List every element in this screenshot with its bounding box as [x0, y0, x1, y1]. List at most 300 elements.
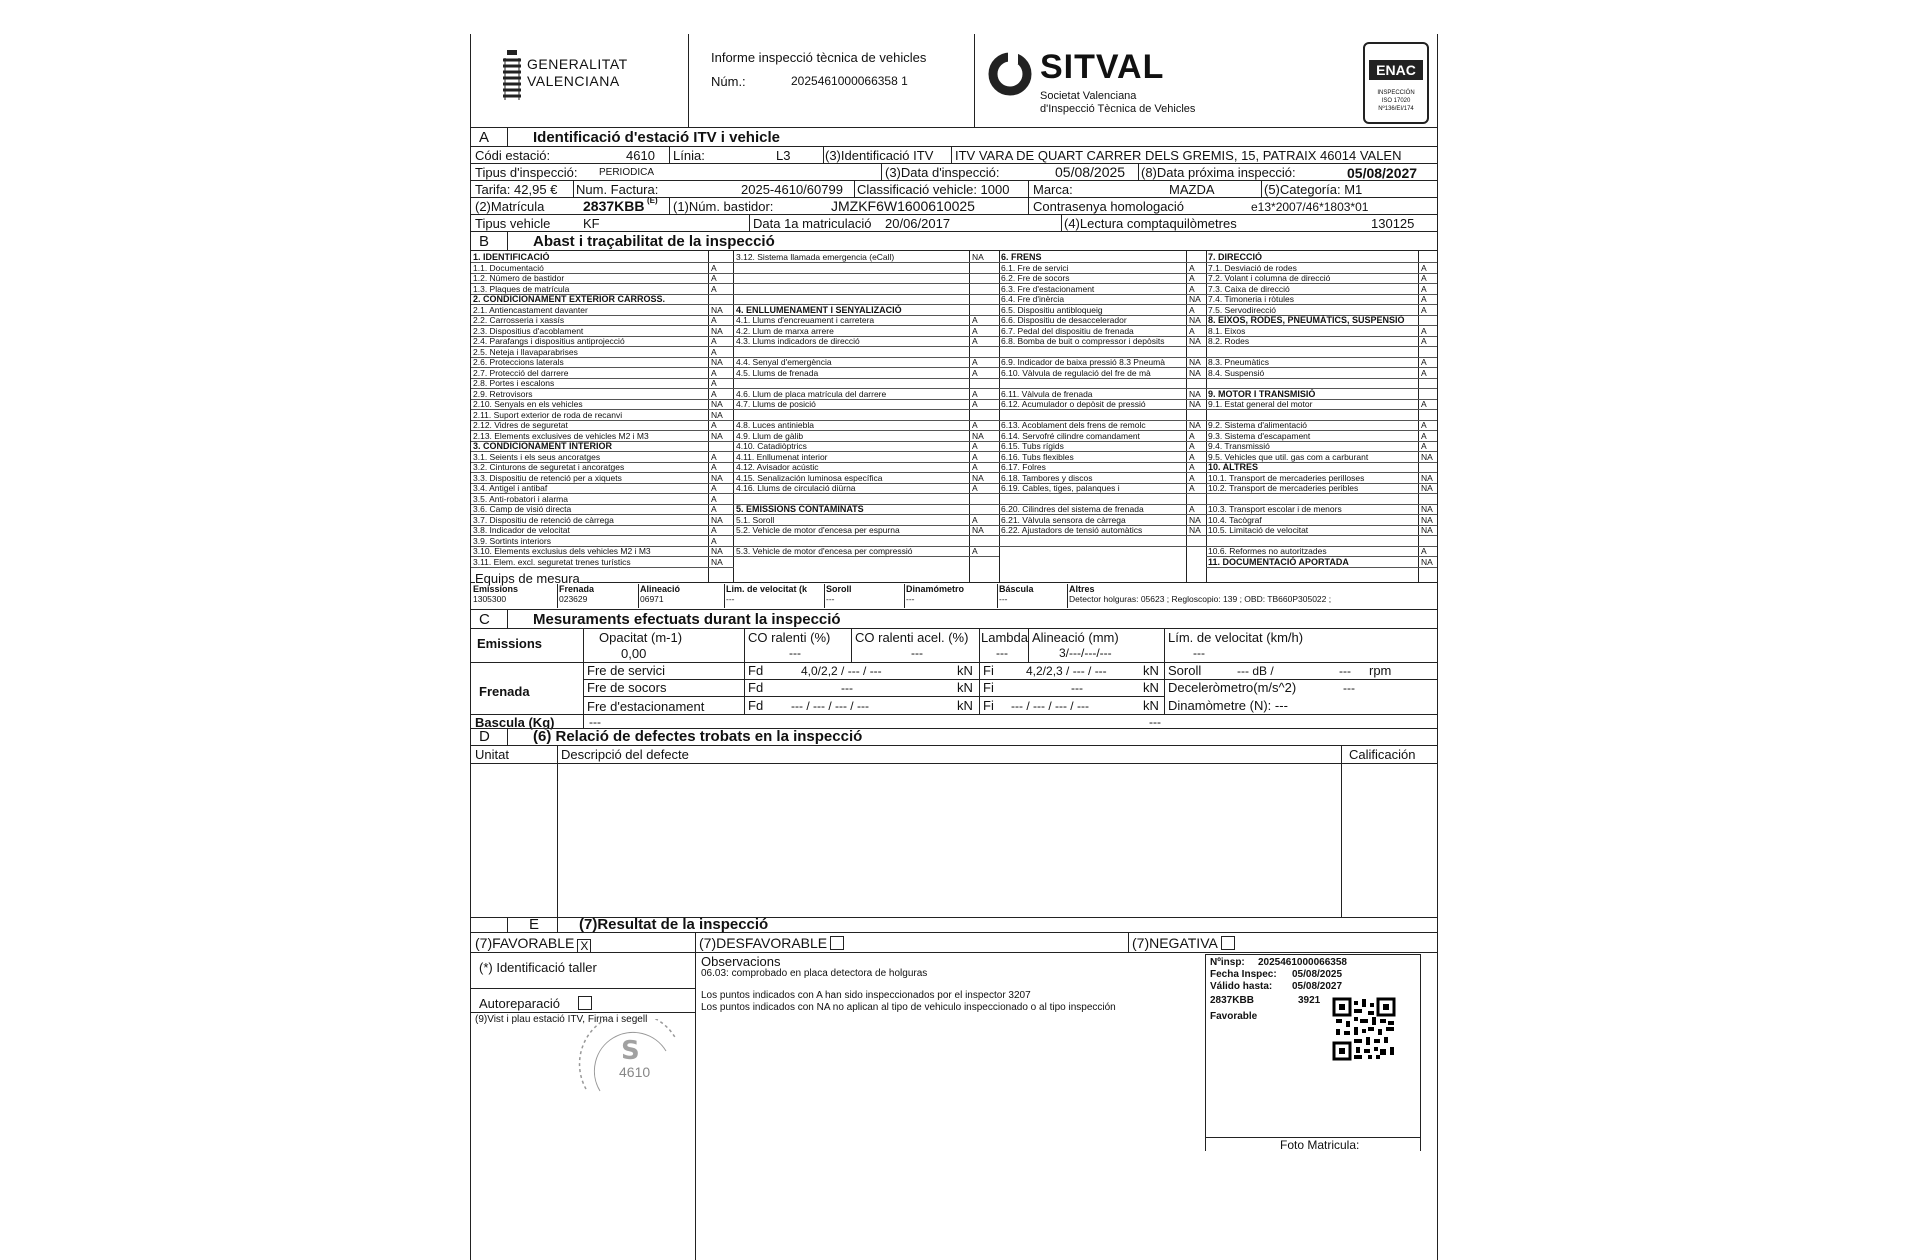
- checklist-item-value: A: [1421, 273, 1427, 283]
- checklist-item-label: 9. MOTOR I TRANSMISIÓ: [1208, 389, 1316, 399]
- checklist-item-label: 2.4. Parafangs i dispositius antiprojecció: [473, 336, 625, 346]
- bascula-value-2: ---: [1149, 715, 1161, 729]
- checklist-divider: [733, 250, 734, 582]
- checklist-item-value: A: [711, 284, 717, 294]
- favorable-label: (7)FAVORABLE: [475, 935, 575, 951]
- report-num-label: Núm.:: [711, 74, 746, 89]
- equip-divider: [997, 584, 998, 608]
- checklist-item-value: A: [711, 525, 717, 535]
- stamp-number: 4610: [619, 1064, 651, 1080]
- rpm-label: rpm: [1369, 663, 1392, 678]
- checklist-item-label: 8. EIXOS, RODES, PNEUMÀTICS, SUSPENSIÓ: [1208, 315, 1405, 325]
- checklist-item-label: 9.1. Estat general del motor: [1208, 399, 1313, 409]
- checklist-item-value: A: [972, 389, 978, 399]
- checklist-item-value: A: [972, 368, 978, 378]
- checklist-item-value: NA: [1421, 515, 1433, 525]
- observacio-1: 06.03: comprobado en placa detectora de holguras: [701, 968, 928, 979]
- checklist-item-label: 3.11. Elem. excl. seguretat trenes turístics: [473, 557, 631, 567]
- checklist-item-value: A: [711, 462, 717, 472]
- checklist-item-value: NA: [1421, 525, 1433, 535]
- data-proxima-value: 05/08/2027: [1347, 165, 1418, 181]
- checklist-item-value: A: [1421, 284, 1427, 294]
- generalitat-logo: [501, 46, 631, 106]
- checklist-item-value: A: [1421, 431, 1427, 441]
- checklist-divider: [1186, 250, 1187, 582]
- equip-header: Soroll: [826, 584, 852, 594]
- checklist-item-value: A: [711, 336, 717, 346]
- checklist-item-label: 2.13. Elements exclusives de vehicles M2 i M3: [473, 431, 649, 441]
- equip-value: ---: [826, 594, 835, 604]
- lectura-label: (4)Lectura comptaquilòmetres: [1064, 216, 1237, 231]
- co-acel-value: ---: [911, 646, 923, 660]
- generalitat-line1: GENERALITAT: [527, 56, 628, 72]
- checklist-item-label: 2.2. Carrosseria i xassís: [473, 315, 565, 325]
- equip-header: Lim. de velocitat (k: [726, 584, 808, 594]
- checklist-item-label: 4.2. Llum de marxa arrere: [736, 326, 834, 336]
- fi-label-1: Fi: [983, 663, 994, 678]
- calificacion-header: Calificación: [1349, 747, 1416, 762]
- checklist-item-label: 7.5. Servodirecció: [1208, 305, 1277, 315]
- checklist-divider: [1206, 250, 1207, 582]
- matricula-sup: (E): [647, 196, 658, 205]
- checklist-item-label: 6.2. Fre de socors: [1001, 273, 1070, 283]
- fre-socors-label: Fre de socors: [587, 680, 667, 695]
- checklist-row-line: [734, 273, 999, 274]
- decelerometro-value: ---: [1343, 681, 1355, 695]
- codi-estacio-value: 4610: [626, 148, 655, 163]
- fd-label-2: Fd: [748, 680, 764, 695]
- checklist-row-line: [734, 409, 999, 410]
- equip-divider: [638, 584, 639, 608]
- tipus-vehicle-label: Tipus vehicle: [475, 216, 551, 231]
- opacitat-label: Opacitat (m-1): [599, 630, 683, 645]
- equip-value: Detector holguras: 05623 ; Regloscopio: 139 ; OBD: TB660P305022 ;: [1069, 594, 1332, 604]
- checklist-item-value: NA: [1189, 336, 1201, 346]
- checklist-item-label: 3.9. Sortints interiors: [473, 536, 551, 546]
- checklist-item-label: 2.10. Senyals en els vehicles: [473, 399, 583, 409]
- checklist-item-value: NA: [1189, 357, 1201, 367]
- bastidor-value: JMZKF6W1600610025: [831, 198, 975, 214]
- badge-favorable: Favorable: [1210, 1011, 1258, 1022]
- bascula-label: Bascula (Kg): [475, 715, 555, 730]
- checklist-item-value: A: [972, 420, 978, 430]
- kn-label-1: kN: [957, 663, 973, 678]
- favorable-checkbox[interactable]: X: [577, 939, 591, 953]
- badge-valido-value: 05/08/2027: [1292, 981, 1343, 992]
- checklist-item-label: 9.2. Sistema d'alimentació: [1208, 420, 1307, 430]
- checklist-item-label: 6.21. Vàlvula sensora de càrrega: [1001, 515, 1126, 525]
- checklist-item-label: 6.15. Tubs rígids: [1001, 441, 1064, 451]
- checklist-item-label: 6.7. Pedal del dispositiu de frenada: [1001, 326, 1134, 336]
- fd-label-3: Fd: [748, 698, 764, 713]
- checklist-row-line: [734, 535, 999, 536]
- kn-label-3: kN: [957, 698, 973, 713]
- checklist-item-label: 4.15. Senalización luminosa específica: [736, 473, 883, 483]
- marca-value: MAZDA: [1169, 182, 1215, 197]
- checklist-item-value: A: [711, 378, 717, 388]
- section-a-letter: A: [479, 129, 490, 146]
- checklist-item-label: 10.5. Limitació de velocitat: [1208, 525, 1309, 535]
- fd-value-3: --- / --- / --- / ---: [791, 699, 869, 713]
- checklist-item-label: 3.3. Dispositiu de retenció per a xiquets: [473, 473, 622, 483]
- linia-label: Línia:: [673, 148, 705, 163]
- checklist-item-label: 1.1. Documentació: [473, 263, 544, 273]
- homologacio-value: e13*2007/46*1803*01: [1251, 200, 1369, 214]
- checklist-item-value: A: [972, 357, 978, 367]
- equip-header: Báscula: [999, 584, 1034, 594]
- enac-wordmark: ENAC: [1369, 60, 1423, 80]
- checklist-item-label: 10.4. Tacògraf: [1208, 515, 1262, 525]
- checklist-item-label: 2.5. Neteja i llavaparabrises: [473, 347, 578, 357]
- equip-value: ---: [906, 594, 915, 604]
- badge-valido-label: Válido hasta:: [1210, 981, 1273, 992]
- checklist-item-label: 1. IDENTIFICACIÓ: [473, 252, 550, 262]
- checklist-item-label: 6.20. Cilindres del sistema de frenada: [1001, 504, 1144, 514]
- equip-header: Alineació: [640, 584, 681, 594]
- checklist-item-value: A: [972, 441, 978, 451]
- checklist-item-label: 3.12. Sistema llamada emergencia (eCall): [736, 252, 895, 262]
- unitat-header: Unitat: [475, 747, 509, 762]
- checklist-item-label: 4.6. Llum de placa matrícula del darrere: [736, 389, 887, 399]
- checklist-item-value: A: [1189, 273, 1195, 283]
- checklist-item-value: A: [711, 263, 717, 273]
- equip-divider: [1067, 584, 1068, 608]
- checklist-item-value: NA: [1421, 483, 1433, 493]
- data-proxima-label: (8)Data próxima inspecció:: [1141, 165, 1296, 180]
- section-b-letter: B: [479, 233, 490, 250]
- desfavorable-label: (7)DESFAVORABLE: [699, 935, 828, 951]
- checklist-item-value: A: [711, 483, 717, 493]
- co-ralenti-value: ---: [789, 646, 801, 660]
- equip-header: Dinamómetro: [906, 584, 965, 594]
- checklist-item-label: 6.11. Vàlvula de frenada: [1001, 389, 1093, 399]
- fi-label-3: Fi: [983, 698, 994, 713]
- descripcio-header: Descripció del defecte: [561, 747, 689, 762]
- checklist-row-line: [471, 567, 734, 568]
- soroll-value: --- dB /: [1237, 664, 1274, 678]
- fd-value-2: ---: [841, 681, 853, 695]
- equip-value: ---: [999, 594, 1008, 604]
- checklist-item-label: 9.5. Vehicles que util. gas com a carburant: [1208, 452, 1369, 462]
- checklist-item-label: 7.2. Volant i columna de direcció: [1208, 273, 1331, 283]
- equip-divider: [557, 584, 558, 608]
- checklist-item-label: 6.16. Tubs flexibles: [1001, 452, 1074, 462]
- checklist-item-value: A: [1189, 431, 1195, 441]
- svg-text:S: S: [621, 1036, 640, 1066]
- checklist-item-label: 6.8. Bomba de buit o compressor i depòsits: [1001, 336, 1165, 346]
- checklist-item-value: A: [972, 399, 978, 409]
- checklist-item-label: 9.3. Sistema d'escapament: [1208, 431, 1311, 441]
- checklist-item-label: 2.7. Protecció del darrere: [473, 368, 569, 378]
- checklist-item-label: 6.4. Fre d'inèrcia: [1001, 294, 1065, 304]
- checklist-row-line: [1206, 409, 1437, 410]
- autoreparacio: [479, 996, 592, 1011]
- enac-sub1: INSPECCIÓN: [1377, 90, 1415, 96]
- tarifa: Tarifa: 42,95 €: [475, 182, 558, 197]
- checklist-item-value: NA: [711, 546, 723, 556]
- checklist-item-value: A: [711, 389, 717, 399]
- checklist-item-label: 2.11. Suport exterior de roda de recanvi: [473, 410, 623, 420]
- fd-label-1: Fd: [748, 663, 764, 678]
- inspection-report-sheet: [470, 34, 1438, 1260]
- report-title: Informe inspecció tècnica de vehicles: [711, 50, 927, 65]
- checklist-item-label: 6.3. Fre d'estacionament: [1001, 284, 1095, 294]
- checklist-item-value: NA: [711, 326, 723, 336]
- frenada-label: Frenada: [479, 684, 530, 699]
- checklist-item-value: A: [972, 462, 978, 472]
- checklist-item-value: A: [711, 504, 717, 514]
- generalitat-line2: VALENCIANA: [527, 73, 620, 89]
- checklist-item-label: 4.10. Catadiòptrics: [736, 441, 807, 451]
- section-d-title: (6) Relació de defectes trobats en la inspecció: [533, 728, 863, 745]
- checklist-item-value: NA: [1189, 294, 1201, 304]
- generalitat-emblem-icon: [501, 50, 523, 102]
- checklist-row-line: [999, 546, 1206, 547]
- sitval-logo: [986, 44, 1246, 119]
- fre-estacionament-label: Fre d'estacionament: [587, 699, 705, 714]
- checklist-item-label: 10.2. Transport de mercaderies peribles: [1208, 483, 1359, 493]
- checklist-item-value: A: [711, 315, 717, 325]
- checklist-item-label: 10.1. Transport de mercaderies perilloses: [1208, 473, 1365, 483]
- checklist-row-line: [734, 556, 999, 557]
- badge-matricula: 2837KBB: [1210, 995, 1254, 1006]
- identificacio-itv-value: ITV VARA DE QUART CARRER DELS GREMIS, 15, PATRAIX 46014 VALEN: [955, 148, 1402, 163]
- checklist-item-value: NA: [711, 557, 723, 567]
- autoreparacio-checkbox[interactable]: [578, 996, 592, 1010]
- co-ralenti-label: CO ralenti (%): [748, 630, 831, 645]
- section-e-letter: E: [529, 916, 540, 933]
- checklist-item-value: NA: [1189, 420, 1201, 430]
- result-desfavorable: [699, 935, 844, 951]
- checklist-item-value: A: [1421, 357, 1427, 367]
- checklist-item-value: A: [1189, 452, 1195, 462]
- checklist-item-label: 2.12. Vidres de seguretat: [473, 420, 568, 430]
- checklist-item-value: A: [972, 315, 978, 325]
- checklist-row-line: [734, 378, 999, 379]
- checklist-item-label: 2.1. Antiencastament davanter: [473, 305, 588, 315]
- dinamometre-label: Dinamòmetre (N): ---: [1168, 698, 1288, 713]
- lambda-label: Lambda: [981, 630, 1028, 645]
- observacio-2: Los puntos indicados con A han sido inspeccionados por el inspector 3207: [701, 990, 1031, 1001]
- checklist-item-value: A: [1421, 336, 1427, 346]
- equip-divider: [824, 584, 825, 608]
- section-a-title: Identificació d'estació ITV i vehicle: [533, 129, 780, 146]
- station-stamp-icon: [566, 1019, 686, 1099]
- checklist-item-label: 2.6. Proteccions laterals: [473, 357, 564, 367]
- section-c-title: Mesuraments efectuats durant la inspecció: [533, 611, 841, 628]
- inspection-checklist: [471, 250, 1437, 582]
- checklist-item-label: 3.6. Camp de visió directa: [473, 504, 572, 514]
- section-d-letter: D: [479, 728, 490, 745]
- equip-value: 06971: [640, 594, 664, 604]
- checklist-row-line: [1206, 493, 1437, 494]
- fi-value-3: --- / --- / --- / ---: [1011, 699, 1089, 713]
- checklist-item-value: NA: [711, 305, 723, 315]
- checklist-row-line: [999, 493, 1206, 494]
- vist-i-plau: (9)Vist i plau estació ITV, Firma i segell: [475, 1014, 648, 1025]
- checklist-item-value: NA: [1189, 515, 1201, 525]
- emissions-label: Emissions: [477, 636, 543, 651]
- checklist-item-value: A: [972, 515, 978, 525]
- qr-code-icon: [1332, 997, 1396, 1061]
- equip-value: 023629: [559, 594, 588, 604]
- bascula-value: ---: [589, 715, 601, 729]
- checklist-item-label: 4.1. Llums d'encreuament i carretera: [736, 315, 875, 325]
- bastidor-label: (1)Núm. bastidor:: [673, 199, 774, 214]
- fd-value-1: 4,0/2,2 / --- / ---: [801, 664, 882, 678]
- checklist-item-value: NA: [1189, 315, 1201, 325]
- checklist-item-value: NA: [1421, 504, 1433, 514]
- checklist-item-label: 7.3. Caixa de direcció: [1208, 284, 1290, 294]
- checklist-item-label: 5.1. Soroll: [736, 515, 775, 525]
- checklist-item-label: 8.2. Rodes: [1208, 336, 1250, 346]
- sitval-wordmark: SITVAL: [1040, 48, 1165, 86]
- checklist-item-label: 1.3. Plaques de matrícula: [473, 284, 570, 294]
- equips-label: Equips de mesura: [475, 571, 580, 586]
- checklist-row-line: [999, 409, 1206, 410]
- checklist-item-label: 5. EMISSIONS CONTAMINATS: [736, 504, 864, 514]
- equip-header: Frenada: [559, 584, 595, 594]
- sitval-ring-icon: [986, 50, 1034, 98]
- checklist-divider: [969, 250, 970, 582]
- checklist-item-label: 3.7. Dispositiu de retenció de càrrega: [473, 515, 614, 525]
- checklist-item-value: A: [1189, 441, 1195, 451]
- checklist-item-label: 6.13. Acoblament dels frens de remolc: [1001, 420, 1146, 430]
- equip-divider: [724, 584, 725, 608]
- checklist-item-label: 6.14. Servofré cilindre comandament: [1001, 431, 1140, 441]
- tipus-inspeccio-label: Tipus d'inspecció:: [475, 165, 578, 180]
- checklist-item-label: 6.22. Ajustadors de tensió automàtics: [1001, 525, 1143, 535]
- checklist-row-line: [1206, 378, 1437, 379]
- checklist-row-line: [1206, 535, 1437, 536]
- checklist-item-value: A: [1189, 326, 1195, 336]
- data-1a-matriculacio-label: Data 1a matriculació: [753, 216, 872, 231]
- checklist-item-value: A: [1421, 326, 1427, 336]
- soroll-label: Soroll: [1168, 663, 1202, 678]
- checklist-item-value: A: [1421, 263, 1427, 273]
- checklist-row-line: [999, 535, 1206, 536]
- identificacio-taller: (*) Identificació taller: [479, 960, 597, 975]
- checklist-item-label: 5.2. Vehicle de motor d'encesa per espurna: [736, 525, 900, 535]
- checklist-item-value: NA: [711, 431, 723, 441]
- checklist-item-value: A: [972, 336, 978, 346]
- observacio-3: Los puntos indicados con NA no aplican al tipo de vehiculo inspeccionado o al tipo inspección: [701, 1002, 1116, 1013]
- foto-matricula-label: Foto Matricula:: [1280, 1138, 1360, 1152]
- decelerometro-label: Deceleròmetro(m/s^2): [1168, 680, 1297, 695]
- checklist-item-label: 8.1. Eixos: [1208, 326, 1246, 336]
- badge-ninsp-label: Nºinsp:: [1210, 957, 1245, 968]
- alineacio-value: 3/---/---/---: [1059, 646, 1112, 660]
- checklist-item-label: 6.10. Vàlvula de regulació del fre de mà: [1001, 368, 1151, 378]
- fi-value-1: 4,2/2,3 / --- / ---: [1026, 664, 1107, 678]
- homologacio-label: Contrasenya homologació: [1033, 199, 1185, 214]
- equip-divider: [904, 584, 905, 608]
- checklist-item-label: 6.18. Tambores y discos: [1001, 473, 1093, 483]
- checklist-item-value: A: [711, 452, 717, 462]
- checklist-item-label: 10.6. Reformes no autoritzades: [1208, 546, 1327, 556]
- checklist-item-value: A: [1421, 546, 1427, 556]
- factura-label: Num. Factura:: [576, 182, 659, 197]
- checklist-item-label: 11. DOCUMENTACIÓ APORTADA: [1208, 557, 1349, 567]
- sitval-sub2: d'Inspecció Tècnica de Vehicles: [1040, 103, 1196, 115]
- result-negativa: [1132, 935, 1235, 951]
- checklist-item-value: NA: [1421, 473, 1433, 483]
- report-num-value: 2025461000066358 1: [791, 74, 908, 88]
- checklist-item-label: 9.4. Transmissió: [1208, 441, 1270, 451]
- checklist-item-value: A: [1189, 483, 1195, 493]
- checklist-row-line: [734, 262, 999, 263]
- desfavorable-checkbox[interactable]: [830, 936, 844, 950]
- checklist-item-value: A: [1189, 305, 1195, 315]
- alineacio-label: Alineació (mm): [1032, 630, 1119, 645]
- checklist-item-value: A: [1189, 284, 1195, 294]
- checklist-item-label: 2. CONDICIONAMENT EXTERIOR CARROSS.: [473, 294, 666, 304]
- checklist-item-label: 6.5. Dispositiu antibloqueig: [1001, 305, 1103, 315]
- matricula-label: (2)Matrícula: [475, 199, 545, 214]
- checklist-item-value: A: [711, 494, 717, 504]
- checklist-item-label: 4.9. Llum de gàlib: [736, 431, 804, 441]
- checklist-item-label: 4.7. Llums de posició: [736, 399, 816, 409]
- checklist-item-value: NA: [1189, 368, 1201, 378]
- kn-label-2: kN: [957, 680, 973, 695]
- checklist-item-label: 8.4. Suspensió: [1208, 368, 1265, 378]
- checklist-item-value: NA: [711, 515, 723, 525]
- checklist-divider: [999, 250, 1000, 582]
- checklist-item-label: 10. ALTRES: [1208, 462, 1259, 472]
- checklist-item-label: 6.6. Dispositiu de desaccelerador: [1001, 315, 1127, 325]
- checklist-item-value: A: [1421, 368, 1427, 378]
- equips-de-mesura: [471, 584, 1437, 608]
- identificacio-itv-label: (3)Identificació ITV: [825, 148, 934, 163]
- checklist-item-value: A: [1189, 263, 1195, 273]
- sitval-sub1: Societat Valenciana: [1040, 90, 1137, 102]
- rpm-value: ---: [1339, 664, 1351, 678]
- negativa-checkbox[interactable]: [1221, 936, 1235, 950]
- checklist-row-line: [734, 283, 999, 284]
- checklist-item-value: A: [1421, 420, 1427, 430]
- classificacio-vehicle: Classificació vehicle: 1000: [857, 182, 1010, 197]
- checklist-row-line: [1206, 346, 1437, 347]
- checklist-row-line: [734, 294, 999, 295]
- fre-servei-label: Fre de servici: [587, 663, 666, 678]
- enac-sub2: ISO 17020: [1381, 98, 1411, 104]
- checklist-item-value: NA: [972, 473, 984, 483]
- result-favorable: [475, 935, 591, 953]
- lectura-value: 130125: [1371, 216, 1415, 231]
- kn-label-1b: kN: [1143, 663, 1159, 678]
- linia-value: L3: [776, 148, 791, 163]
- checklist-item-label: 4.4. Senyal d'emergència: [736, 357, 832, 367]
- checklist-item-label: 10.3. Transport escolar i de menors: [1208, 504, 1342, 514]
- checklist-row-line: [999, 346, 1206, 347]
- badge-fecha-value: 05/08/2025: [1292, 969, 1343, 980]
- checklist-item-value: A: [972, 546, 978, 556]
- data-inspeccio-value: 05/08/2025: [1055, 164, 1126, 180]
- checklist-item-label: 4.8. Luces antiniebla: [736, 420, 814, 430]
- codi-estacio-label: Códi estació:: [475, 148, 551, 163]
- checklist-item-value: A: [972, 483, 978, 493]
- co-acel-label: CO ralenti acel. (%): [855, 630, 969, 645]
- fi-label-2: Fi: [983, 680, 994, 695]
- matricula-value: 2837KBB: [583, 198, 645, 214]
- checklist-item-label: 7. DIRECCIÓ: [1208, 252, 1263, 262]
- checklist-item-value: A: [1421, 294, 1427, 304]
- kn-label-2b: kN: [1143, 680, 1159, 695]
- checklist-item-label: 8.3. Pneumàtics: [1208, 357, 1269, 367]
- checklist-item-value: A: [711, 368, 717, 378]
- data-1a-matriculacio-value: 20/06/2017: [885, 216, 951, 231]
- checklist-item-value: NA: [711, 399, 723, 409]
